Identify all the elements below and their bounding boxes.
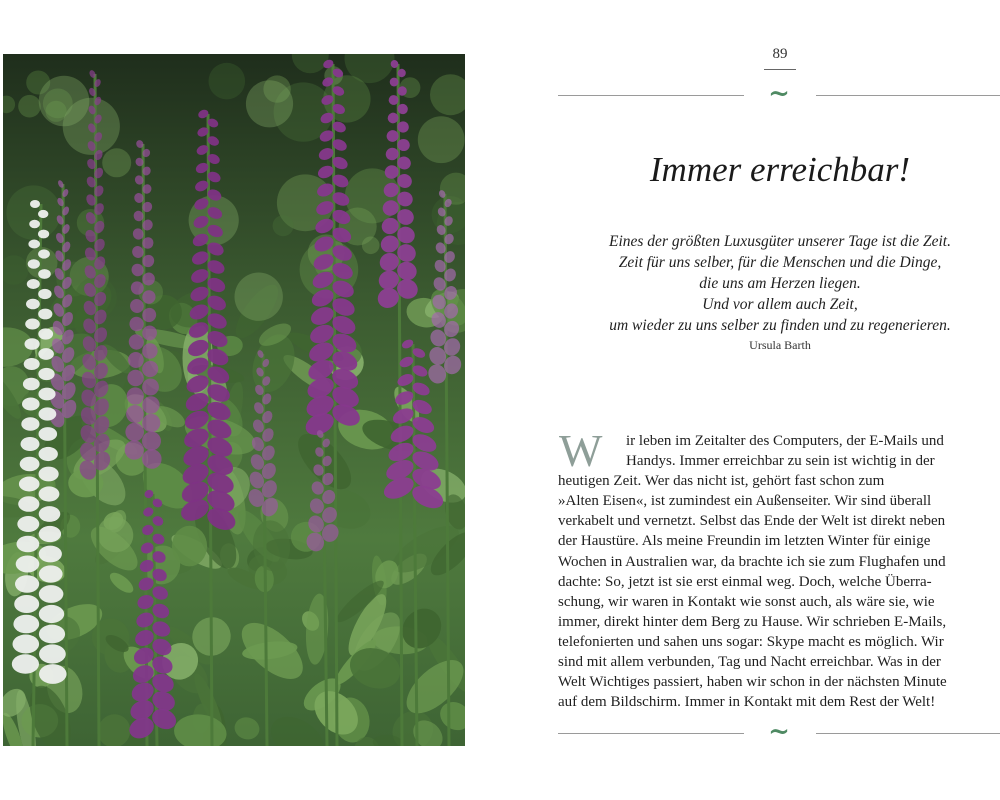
white-foxglove-bell [39,506,61,522]
white-foxglove-bell [21,437,40,451]
page-number: 89 [772,46,788,62]
white-foxglove-bell [15,575,39,593]
top-ornament-icon: ~ [768,79,790,109]
body-line: Welt Wichtiges passiert, haben wir schon in der nächsten Minute [558,674,947,691]
white-foxglove-bell [25,319,40,330]
white-foxglove-bell [38,230,49,239]
white-foxglove-bell [39,427,58,441]
white-foxglove-bell [38,328,53,339]
white-foxglove-bell [38,309,52,320]
quote-author: Ursula Barth [749,338,811,352]
white-foxglove-bell [28,240,40,249]
white-foxglove-bell [12,654,39,674]
drop-cap: W [559,425,603,476]
body-line: immer, direkt hinter dem Berg zu Hause. Wir schrieben E-Mails, [558,613,947,630]
white-foxglove-bell [28,259,40,269]
top-rule-left [558,95,744,96]
white-foxglove-bell [39,585,64,603]
white-foxglove-bell [14,595,39,613]
white-foxglove-bell [38,289,51,299]
background-foliage [102,148,131,177]
body-paragraph [558,431,990,712]
page-number-underline [764,69,796,70]
body-line: sind mit allem verbunden, Tag und Nacht erreichbar. Was in der [558,654,941,671]
quote-line: die uns am Herzen liegen. [699,275,861,292]
white-foxglove-bell [39,546,62,563]
white-foxglove-bell [17,536,40,553]
background-foliage [418,116,465,163]
white-foxglove-bell [39,644,66,663]
white-foxglove-bell [23,378,40,391]
white-foxglove-bell [25,338,40,350]
quote-line: Eines der größten Luxusgüter unserer Tage ist die Zeit. [609,233,951,250]
white-foxglove-bell [24,358,40,370]
white-foxglove-bell [39,605,64,623]
white-foxglove-bell [38,210,48,218]
white-foxglove-bell [22,398,40,411]
white-foxglove-bell [39,467,59,482]
white-foxglove-bell [39,565,63,582]
white-foxglove-bell [38,348,54,360]
white-foxglove-bell [13,615,39,634]
white-foxglove-bell [29,220,40,229]
leaf-shape [172,526,207,567]
white-foxglove-bell [16,556,40,573]
background-foliage [263,75,290,102]
body-line: »Alten Eisen«, ist zumindest ein Außenseiter. Wir sind überall [558,493,932,510]
foxglove-photo [3,54,465,746]
white-foxglove-bell [39,407,57,420]
background-foliage [362,237,380,255]
bottom-rule-right [816,733,1000,734]
white-foxglove-bell [30,200,40,208]
white-foxglove-bell [38,269,51,279]
body-line: Wochen in Australien war, da brachte ich sie zum Flughafen und [558,553,946,570]
bottom-ornament-icon: ~ [768,717,790,747]
white-foxglove-bell [26,299,40,310]
body-line: heutigen Zeit. Wer das nicht ist, gehört fast schon zum [558,473,885,490]
white-foxglove-bell [39,664,67,684]
white-foxglove-bell [39,526,61,542]
background-foliage [46,101,67,122]
background-foliage [209,63,246,100]
background-foliage [6,185,60,239]
body-line: auf dem Bildschirm. Immer in Kontakt mit dem Rest der Welt! [558,694,936,711]
top-rule-right [816,95,1000,96]
body-line: schung, wir waren in Kontakt wie sonst auch, als wäre sie, wie [558,593,935,610]
white-foxglove-bell [21,417,39,431]
bottom-rule-left [558,733,744,734]
white-foxglove-bell [18,496,39,512]
chapter-title: Immer erreichbar! [649,150,911,189]
white-foxglove-bell [20,457,40,472]
body-line: dachte: So, jetzt ist sie erst einmal weg. Doch, welche Überra- [558,573,932,590]
quote-line: Und vor allem auch Zeit, [702,296,858,313]
white-foxglove-bell [17,516,39,532]
white-foxglove-bell [19,477,40,492]
body-line: verkabelt und vernetzt. Selbst das Ende der Welt ist direkt neben [558,513,946,530]
white-foxglove-bell [12,635,39,654]
white-foxglove-bell [39,447,58,461]
quote-line: Zeit für uns selber, für die Menschen und die Dinge, [618,254,942,271]
white-foxglove-bell [38,368,54,380]
background-foliage [273,215,294,236]
body-line: Handys. Immer erreichbar zu sein ist wichtig in der [626,453,935,470]
body-line: ir leben im Zeitalter des Computers, der E-Mails und [626,433,944,449]
white-foxglove-bell [38,388,55,401]
background-foliage [18,95,41,118]
quote-line: um wieder zu uns selber zu finden und zu regenerieren. [609,317,951,334]
epigraph-quote [560,231,1000,336]
body-line: telefonierten und sahen uns sogar: Skype macht es möglich. Wir [558,633,944,650]
body-line: der Haustüre. Als meine Freundin im letzten Winter für einige [558,533,931,550]
white-foxglove-bell [38,249,50,258]
background-foliage [235,273,283,321]
white-foxglove-bell [39,486,60,501]
white-foxglove-bell [39,625,65,644]
white-foxglove-bell [27,279,40,289]
